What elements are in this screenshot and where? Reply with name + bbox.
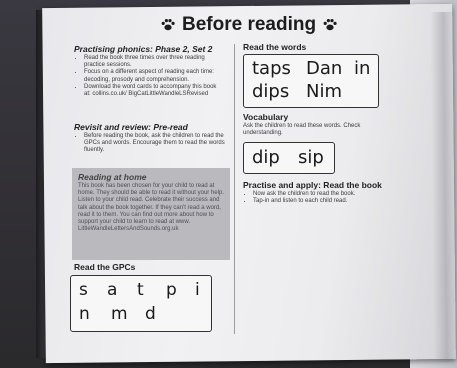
words-card xyxy=(243,54,379,108)
revisit-title: Revisit and review: Pre-read xyxy=(74,122,188,132)
gpc-letter: i xyxy=(195,280,200,300)
gpcs-title: Read the GPCs xyxy=(74,262,136,272)
vocabulary-title: Vocabulary xyxy=(243,112,289,122)
gpcs-card xyxy=(70,275,212,332)
gpc-letter: a xyxy=(107,280,118,300)
word: taps xyxy=(252,58,291,79)
word: dips xyxy=(252,81,290,102)
gpc-letter: p xyxy=(166,280,177,300)
practise-list xyxy=(243,191,393,205)
phonics-title: Practising phonics: Phase 2, Set 2 xyxy=(74,44,213,54)
gpcs-section xyxy=(74,262,224,273)
list-item: • Read the book three times over three reading practice sessions. xyxy=(84,55,224,69)
list-item: • Before reading the book, ask the children to read the GPCs and words. Encourage them to read the words fluently. xyxy=(84,133,230,155)
vocabulary-section xyxy=(243,112,388,137)
word: Dan xyxy=(306,58,343,79)
revisit-list xyxy=(74,133,230,155)
word: dip xyxy=(252,147,280,168)
heading-text: Before reading xyxy=(182,14,317,35)
gpc-letter: d xyxy=(145,304,156,324)
list-item: • Download the word cards to accompany this book at: collins.co.uk/ BigCatLittleWandleLSRevised xyxy=(84,84,224,98)
word: Nim xyxy=(306,81,342,102)
phonics-list xyxy=(74,55,224,98)
paw-print-icon xyxy=(160,17,176,33)
column-divider xyxy=(234,44,235,334)
words-section xyxy=(243,42,393,53)
list-item: • Now ask the children to read the book. xyxy=(253,191,393,198)
page-gutter xyxy=(430,12,457,362)
practise-section xyxy=(243,180,393,205)
gpc-letter: s xyxy=(79,280,88,300)
list-item: • Focus on a different aspect of reading each time: decoding, prosody and comprehension. xyxy=(84,69,224,83)
gpc-letter: n xyxy=(79,304,90,324)
paw-print-icon xyxy=(322,17,338,33)
word: sip xyxy=(298,147,324,168)
page-heading xyxy=(160,12,360,38)
gpc-letter: m xyxy=(111,304,128,324)
phonics-section xyxy=(74,44,224,98)
home-text: This book has been chosen for your child to read at home. They should be able to read it without your help. Listen to your child read. Celebrate their success and talk about the book together. If they can't read a word, read it to them. You can find out more about how to support your child to learn to read at www. LittleWandleLettersAndSounds.org.uk xyxy=(78,183,224,233)
vocabulary-text: Ask the children to read these words. Check understanding. xyxy=(243,123,361,137)
reading-at-home-panel xyxy=(72,168,230,260)
revisit-section xyxy=(74,122,230,155)
words-title: Read the words xyxy=(243,42,307,52)
home-title: Reading at home xyxy=(78,172,147,182)
gpc-letter: t xyxy=(137,280,144,300)
practise-title: Practise and apply: Read the book xyxy=(243,180,382,190)
word: in xyxy=(354,58,371,79)
vocabulary-card xyxy=(243,142,335,174)
list-item: • Tap-in and listen to each child read. xyxy=(253,198,393,205)
